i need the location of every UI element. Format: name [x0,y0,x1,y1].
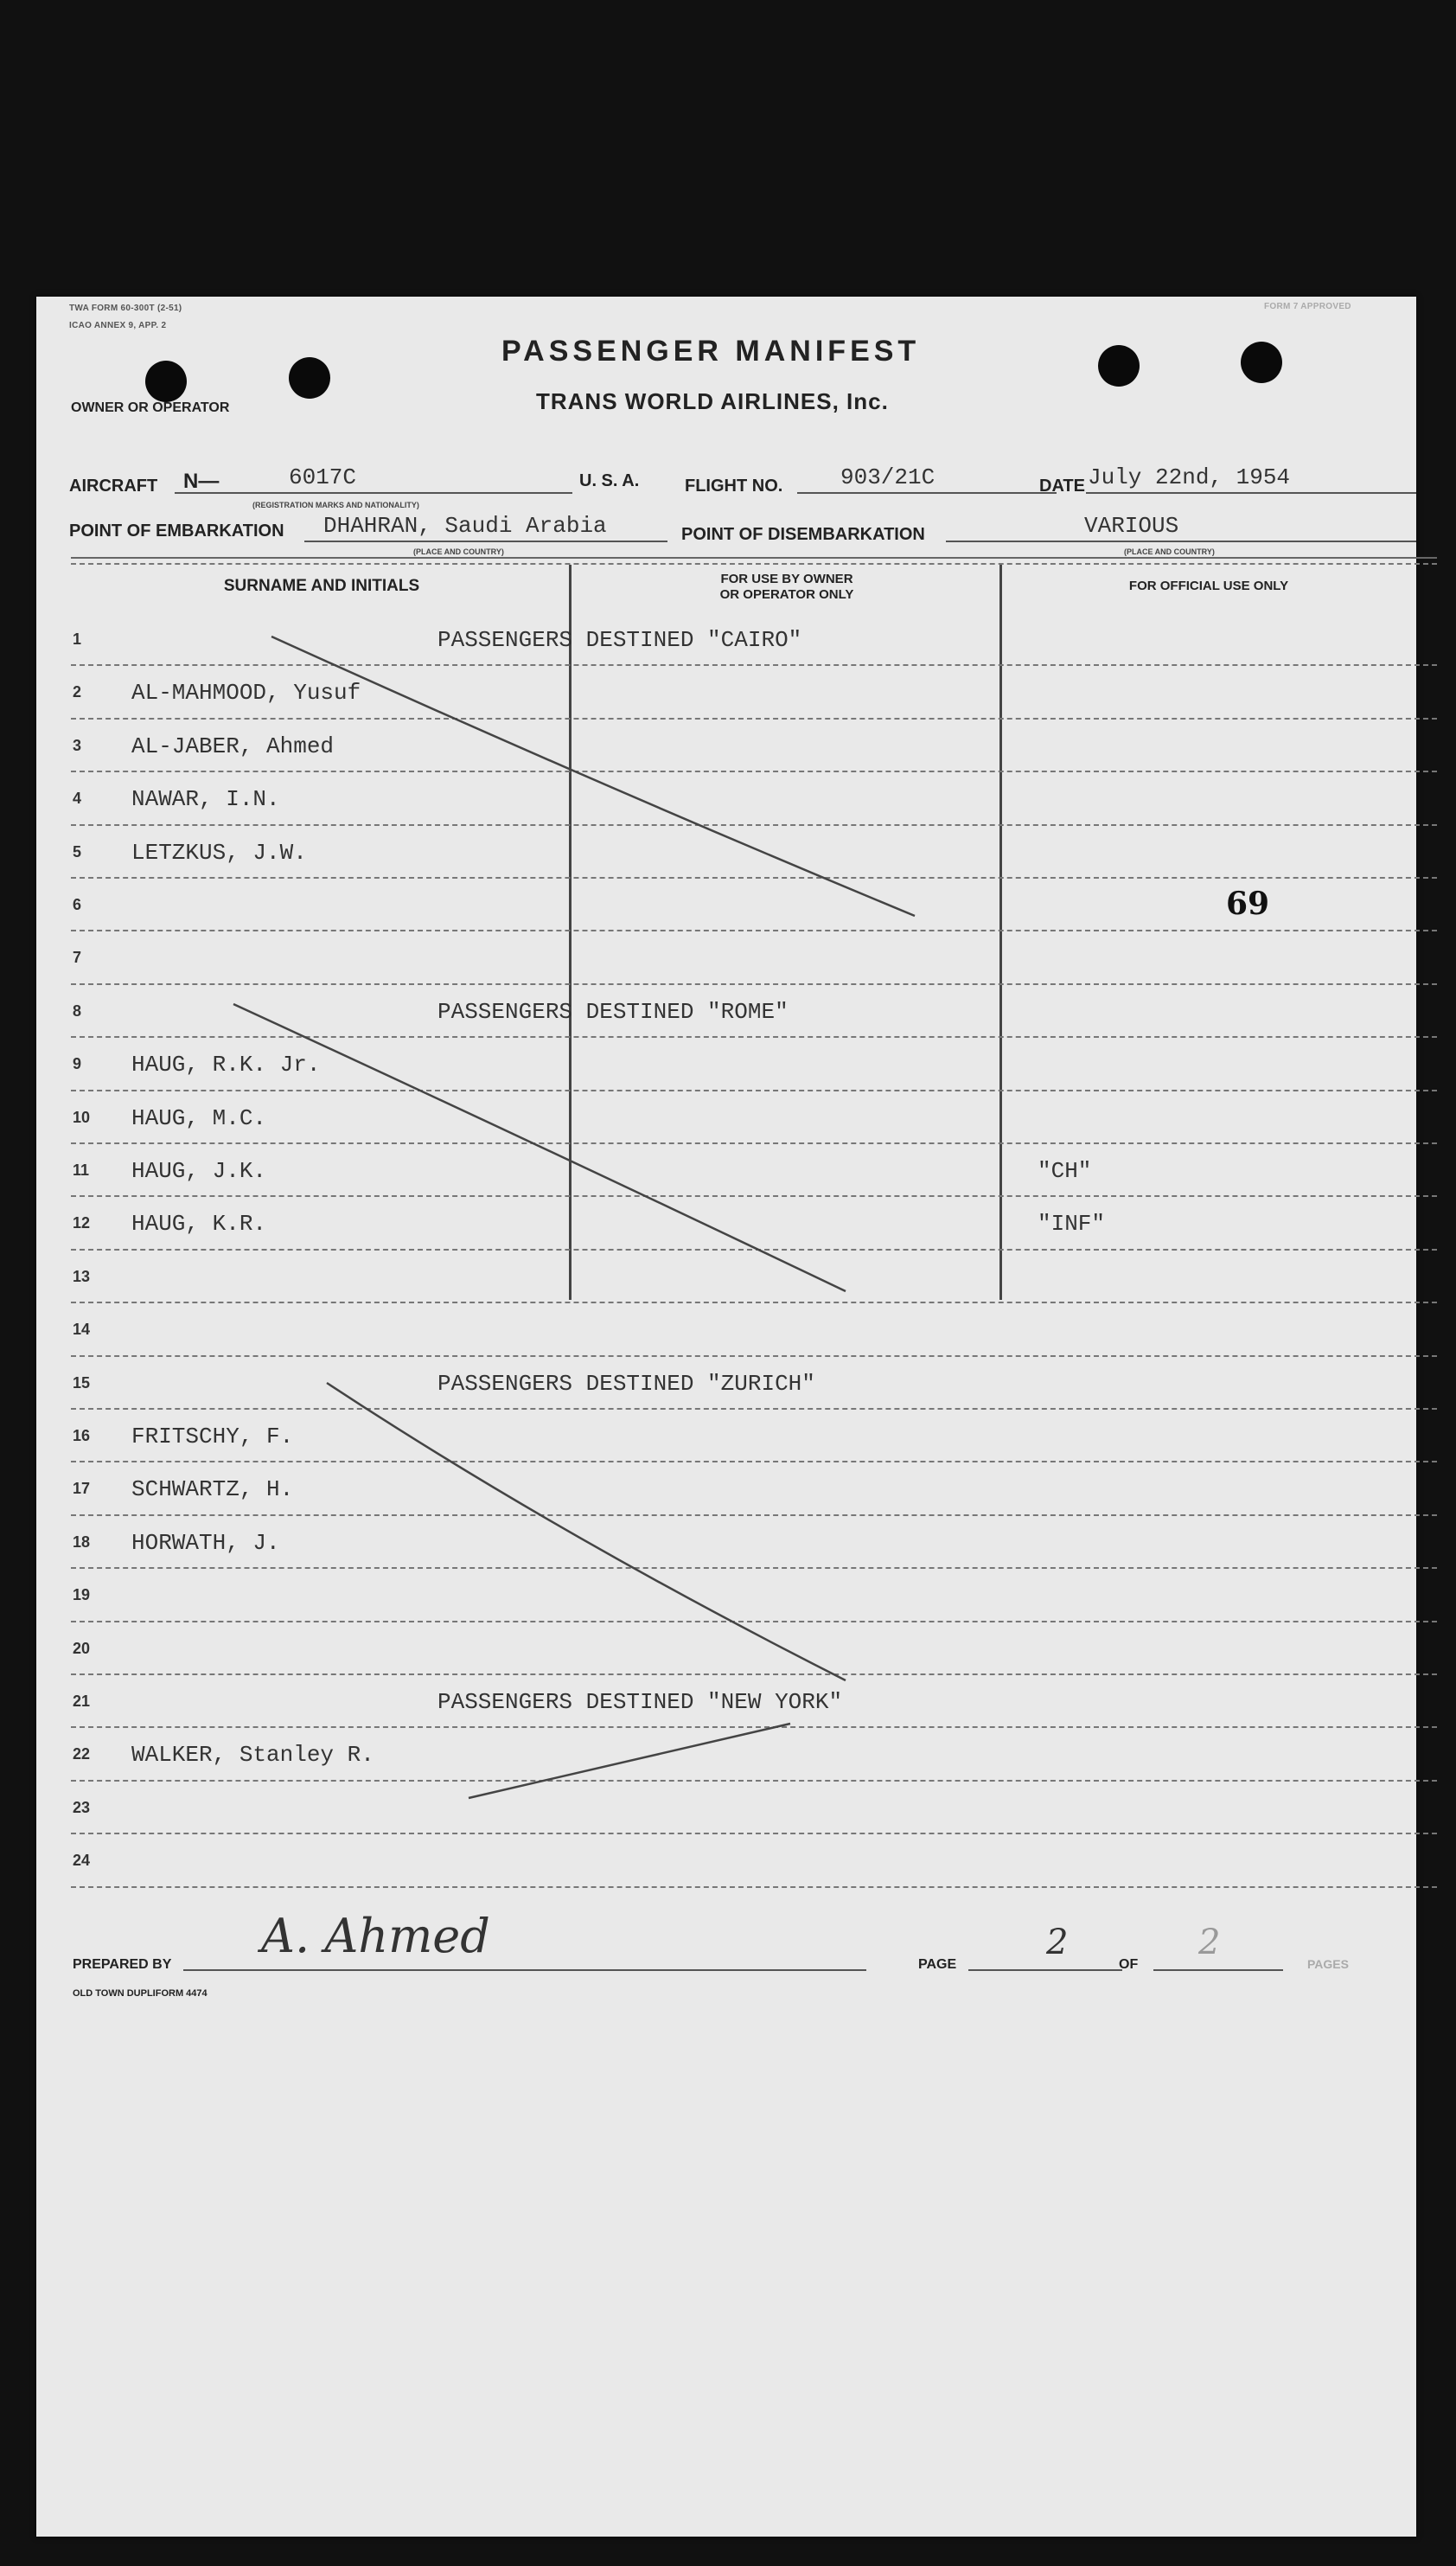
passenger-name: WALKER, Stanley R. [131,1742,374,1769]
passenger-name: AL-MAHMOOD, Yusuf [131,680,361,707]
row-number: 17 [73,1480,91,1498]
approval-stamp: FORM 7 APPROVED [1264,302,1351,311]
row-number: 5 [73,842,82,861]
destination-heading: PASSENGERS DESTINED "CAIRO" [437,627,802,653]
page-label: PAGE [918,1957,957,1972]
date-value: July 22nd, 1954 [1088,464,1291,490]
signature: A. Ahmed [261,1909,490,1963]
row-number: 13 [73,1267,91,1285]
row-number: 15 [73,1373,91,1392]
pages-label: PAGES [1307,1957,1349,1971]
official-note: "CH" [1038,1158,1092,1184]
row-number: 8 [73,1001,82,1020]
aircraft-value: 6017C [289,464,357,490]
passenger-name: HORWATH, J. [131,1529,280,1556]
owner-use-header-line1: FOR USE BY OWNER [720,572,853,586]
aircraft-prefix: N— [183,470,220,493]
embarkation-note: (PLACE AND COUNTRY) [413,547,504,556]
strike-line-zurich [327,1383,846,1680]
passenger-name: FRITSCHY, F. [131,1424,294,1449]
row-number: 23 [73,1798,91,1816]
passenger-name: SCHWARTZ, H. [131,1476,294,1503]
row-number: 3 [73,736,82,754]
destination-heading: PASSENGERS DESTINED "NEW YORK" [437,1689,843,1715]
owner-use-header-line2: OR OPERATOR ONLY [719,587,854,602]
official-use-header: FOR OFFICIAL USE ONLY [1128,579,1289,593]
row-number: 6 [73,896,82,913]
row-number: 11 [73,1161,90,1179]
registration-note: (REGISTRATION MARKS AND NATIONALITY) [252,501,419,509]
page-title: PASSENGER MANIFEST [501,335,921,368]
form-printer: OLD TOWN DUPLIFORM 4474 [73,1988,208,1999]
row-number: 7 [73,949,82,967]
usa-label: U. S. A. [579,471,640,490]
destination-heading: PASSENGERS DESTINED "ROME" [437,998,789,1025]
form-number: TWA FORM 60-300T (2-51) [69,304,182,313]
passenger-name: LETZKUS, J.W. [131,839,307,866]
manifest-paper [36,297,1416,2537]
row-number: 14 [73,1321,91,1339]
passenger-name: HAUG, J.K. [131,1158,267,1184]
surname-column-header: SURNAME AND INITIALS [223,577,420,595]
strike-line-cairo [271,637,915,916]
row-number: 4 [73,790,82,808]
disembarkation-value: VARIOUS [1084,513,1179,539]
row-number: 20 [73,1639,91,1657]
strike-lines [36,297,1416,1334]
embarkation-label: POINT OF EMBARKATION [69,522,284,541]
strike-line-new-york [469,1724,790,1798]
row-number: 22 [73,1745,91,1763]
passenger-name: NAWAR, I.N. [131,786,280,813]
row-number: 9 [73,1055,82,1073]
strike-line-rome [233,1004,846,1291]
row-number: 21 [73,1693,91,1710]
passenger-name: HAUG, R.K. Jr. [131,1052,321,1078]
row-number: 12 [73,1214,91,1232]
disembarkation-label: POINT OF DISEMBARKATION [681,525,925,544]
flight-label: FLIGHT NO. [685,477,783,496]
disembarkation-note: (PLACE AND COUNTRY) [1124,547,1215,556]
passenger-name: AL-JABER, Ahmed [131,733,335,759]
of-label: OF [1119,1957,1139,1972]
passenger-name: HAUG, K.R. [131,1211,267,1238]
strike-lines-lower [36,1291,1416,2113]
row-number: 18 [73,1533,91,1551]
flight-value: 903/21C [840,464,936,490]
owner-label: OWNER OR OPERATOR [71,400,230,415]
page-number: 2 [1046,1923,1069,1962]
row-number: 24 [73,1852,91,1870]
prepared-by-label: PREPARED BY [73,1957,172,1972]
airline-name: TRANS WORLD AIRLINES, Inc. [536,388,889,414]
embarkation-value: DHAHRAN, Saudi Arabia [323,513,607,539]
total-pages: 2 [1198,1923,1221,1962]
row-number: 2 [73,683,82,701]
date-label: DATE [1039,477,1085,496]
official-note: 69 [1226,886,1270,922]
aircraft-label: AIRCRAFT [69,477,158,496]
row-number: 1 [73,630,82,648]
icao-annex: ICAO ANNEX 9, APP. 2 [69,321,167,330]
passenger-name: HAUG, M.C. [131,1104,267,1131]
official-note: "INF" [1038,1211,1106,1238]
row-number: 10 [73,1108,91,1126]
row-number: 19 [73,1586,91,1604]
destination-heading: PASSENGERS DESTINED "ZURICH" [437,1370,815,1397]
row-number: 16 [73,1427,91,1444]
